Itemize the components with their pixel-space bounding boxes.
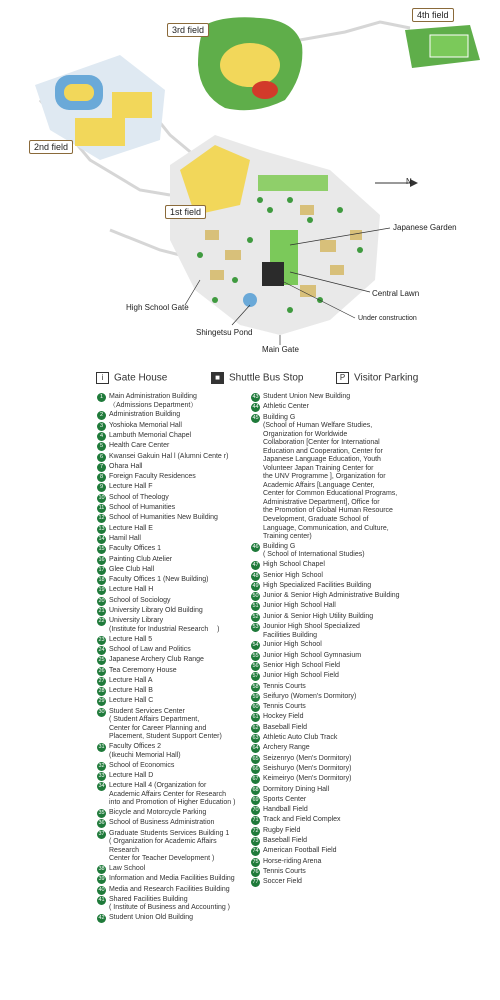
number-badge: 34 (98, 783, 105, 790)
number-badge: 60 (252, 704, 259, 711)
legend-visitor-parking: P Visitor Parking (336, 372, 418, 384)
number-badge: 11 (98, 505, 105, 512)
number-badge: 73 (252, 838, 259, 844)
list-item-label: Information and Media Facilities Building (109, 875, 235, 883)
field-label-4th: 4th field (412, 8, 454, 22)
number-badge: 3 (97, 422, 106, 431)
number-badge: 30 (98, 708, 105, 715)
number-badge: 21 (98, 608, 105, 614)
number-badge: 66 (252, 765, 259, 772)
list-item (97, 914, 247, 923)
list-item-label: Baseball Field (263, 837, 307, 844)
list-item-label: Track and Field Complex (263, 816, 341, 824)
list-item (251, 414, 431, 542)
list-item-label: Junior High School Hall (263, 602, 336, 610)
list-item-label: Student Union Old Building (109, 914, 194, 922)
list-item-label: School of Business Administration (109, 819, 215, 827)
number-badge: 61 (252, 714, 259, 721)
list-item-label: Senior High School (263, 571, 323, 579)
number-badge: 6 (97, 453, 106, 462)
list-item (97, 597, 247, 606)
number-badge: 32 (98, 762, 105, 769)
list-item (97, 772, 247, 781)
number-badge: 5 (97, 442, 106, 451)
list-item (97, 514, 247, 523)
list-item (251, 796, 431, 805)
list-item (251, 652, 431, 661)
list-item (251, 393, 431, 402)
number-badge: 45 (252, 414, 259, 421)
list-item (97, 607, 247, 616)
list-item-label: Faculty Offices 1 (109, 545, 162, 553)
list-item (97, 830, 247, 864)
list-item (97, 453, 247, 462)
number-badge: 26 (98, 667, 105, 674)
list-item-label: Foreign Faculty Residences (109, 473, 196, 481)
list-item-label: Handball Field (263, 806, 308, 814)
number-badge: 69 (252, 796, 259, 803)
list-item-label: Tennis Courts (263, 703, 306, 711)
list-item-label: Lecture Hall A (109, 676, 153, 684)
number-badge: 65 (252, 755, 259, 762)
list-item-label: Dormitory Dining Hall (263, 785, 330, 793)
list-item-label: Junior & Senior High Utility Building (263, 612, 374, 620)
list-item-label: Junior & Senior High Administrative Building (263, 592, 400, 600)
list-item-label: University Library (Institute for Industrial Research ) (109, 617, 220, 633)
list-item-label: Horse-riding Arena (263, 857, 322, 865)
list-item-label: Junior High School Gymnasium (263, 651, 362, 659)
list-item (251, 765, 431, 774)
list-item-label: School of Humanities New Building (109, 514, 218, 522)
list-item-label: Building G (School of Human Welfare Studies, Organization for Worldwide Collaboration [Center for International Education and Cooperation, Center for Japanese Language Education, Youth Volunteer Japan Training Center for the UNV Programme ], Organization for Academic Affairs [Language Center, Center for Common Educational Programs, Administrative Department], Office for the Promotion of Global Human Resource Development, Graduate School of Language, Communication, and Culture, Training center) (263, 413, 398, 541)
list-item (251, 734, 431, 743)
list-item (251, 582, 431, 591)
list-item-label: Lecture Hall 4 (Organization for Academic Affairs Center for Research into and Promotion of Higher Education ) (109, 782, 236, 807)
number-badge: 41 (98, 896, 105, 903)
number-badge: 13 (98, 525, 105, 532)
list-item-label: School of Economics (109, 761, 175, 769)
list-item (251, 806, 431, 815)
list-item-label: Lecture Hall F (109, 483, 153, 491)
callout-central-lawn: Central Lawn (372, 289, 420, 298)
list-item (97, 886, 247, 895)
list-item (251, 703, 431, 712)
list-item (251, 837, 431, 846)
third-field-area (198, 17, 302, 110)
list-item-label: Athletic Auto Club Track (263, 734, 338, 742)
parking-icon: P (336, 372, 349, 384)
number-badge: 20 (98, 597, 105, 604)
list-item-label: Jounior High Shool Specialized Facilities Building (263, 623, 360, 639)
number-badge: 36 (98, 820, 105, 827)
map-legend (96, 372, 476, 386)
list-item-label: Health Care Center (109, 442, 170, 450)
list-item-label: University Library Old Building (109, 607, 203, 614)
number-badge: 55 (252, 652, 259, 659)
number-badge: 7 (97, 463, 106, 472)
number-badge: 4 (97, 432, 106, 441)
number-badge: 38 (98, 866, 105, 873)
list-item (251, 572, 431, 581)
number-badge: 14 (98, 535, 105, 542)
list-item (251, 602, 431, 611)
list-item (97, 809, 247, 818)
number-badge: 72 (252, 827, 259, 834)
list-item-label: Faculty Offices 1 (New Building) (109, 576, 209, 584)
number-badge: 18 (98, 577, 105, 584)
list-item (97, 525, 247, 534)
legend-gate-house: i Gate House (96, 372, 167, 384)
number-badge: 52 (252, 613, 259, 620)
number-badge: 50 (252, 593, 259, 600)
legend-shuttle-bus: ■ Shuttle Bus Stop (211, 372, 304, 384)
field-label-3rd: 3rd field (167, 23, 209, 37)
list-item (251, 755, 431, 764)
number-badge: 33 (98, 772, 105, 779)
number-badge: 22 (98, 618, 105, 625)
list-item (97, 656, 247, 665)
list-item-label: Graduate Students Services Building 1 ( Organization for Academic Affairs Research Center for Teacher Development ) (109, 829, 230, 863)
fourth-field-area (405, 25, 480, 68)
list-item (251, 816, 431, 825)
list-item (97, 411, 247, 420)
list-item-label: Baseball Field (263, 723, 307, 731)
number-badge: 62 (252, 724, 259, 731)
campus-map (0, 0, 500, 360)
list-item-label: Japanese Archery Club Range (109, 656, 204, 664)
list-item (251, 868, 431, 877)
number-badge: 44 (252, 404, 259, 411)
list-item-label: Law School (109, 865, 146, 873)
list-item-label: Yoshioka Memorial Hall (109, 421, 182, 429)
callout-under-construction: Under construction (358, 315, 417, 322)
list-item (97, 617, 247, 634)
number-badge: 71 (252, 817, 259, 824)
list-item-label: Seizenryo (Men's Dormitory) (263, 754, 352, 762)
list-item-label: Shared Facilities Building ( Institute of Business and Accounting ) (109, 895, 231, 912)
number-badge: 10 (98, 494, 105, 501)
list-item (97, 708, 247, 742)
list-item-label: Lecture Hall C (109, 697, 154, 705)
building-list-left (97, 393, 247, 925)
list-item (97, 463, 247, 472)
list-item (97, 545, 247, 554)
list-item (97, 422, 247, 431)
list-item (97, 667, 247, 676)
list-item-label: Student Services Center ( Student Affairs Department, Center for Career Planning and Placement, Student Support Center) (109, 707, 222, 741)
list-item (251, 641, 431, 650)
number-badge: 48 (252, 572, 259, 579)
number-badge: 39 (98, 876, 105, 883)
number-badge: 8 (97, 473, 106, 482)
list-item-label: Building G ( School of International Studies) (263, 542, 365, 559)
list-item-label: Faculty Offices 2 (Ikeuchi Memorial Hall) (109, 743, 181, 759)
bus-icon: ■ (211, 372, 224, 384)
number-badge: 75 (252, 858, 259, 865)
number-badge: 46 (252, 543, 259, 550)
list-item (251, 878, 431, 887)
list-item-label: Soccer Field (263, 878, 302, 886)
list-item-label: Administration Building (109, 411, 181, 419)
callout-main-gate: Main Gate (262, 345, 299, 354)
list-item-label: Tennis Courts (263, 867, 306, 875)
number-badge: 1 (97, 393, 106, 402)
list-item-label: School of Law and Politics (109, 645, 191, 653)
list-item-label: Lecture Hall D (109, 771, 154, 779)
number-badge: 68 (252, 786, 259, 793)
list-item-label: Seishuryo (Men's Dormitory) (263, 764, 352, 772)
list-item (97, 677, 247, 686)
number-badge: 47 (252, 562, 259, 569)
list-item-label: Tea Ceremony House (109, 666, 177, 674)
list-item (97, 483, 247, 492)
list-item-label: Lecture Hall E (109, 524, 153, 532)
list-item (251, 775, 431, 784)
list-item (251, 786, 431, 795)
list-item (251, 623, 431, 640)
list-item (251, 613, 431, 622)
list-item-label: Ohara Hall (109, 462, 143, 470)
list-item-label: Lecture Hall B (109, 687, 153, 695)
list-item (97, 566, 247, 575)
number-badge: 16 (98, 556, 105, 563)
list-item (97, 432, 247, 441)
list-item (251, 858, 431, 867)
list-item-label: Junior High School Field (263, 672, 339, 680)
list-item-label: Sports Center (263, 795, 307, 803)
list-item (97, 896, 247, 913)
list-item (97, 762, 247, 771)
number-badge: 42 (98, 915, 105, 922)
list-item (251, 744, 431, 753)
number-badge: 56 (252, 662, 259, 669)
number-badge: 58 (252, 683, 259, 690)
number-badge: 54 (252, 642, 259, 649)
number-badge: 53 (252, 624, 259, 630)
list-item-label: Student Union New Building (263, 393, 351, 400)
list-item-label: Glee Club Hall (109, 565, 155, 573)
list-item (97, 782, 247, 808)
list-item-label: High Specialized Facilities Building (263, 581, 372, 589)
number-badge: 31 (98, 744, 105, 751)
list-item (97, 687, 247, 696)
list-item-label: Athletic Center (263, 403, 309, 411)
list-item (251, 693, 431, 702)
list-item-label: Kwansei Gakuin Hal l (Alumni Cente r) (109, 452, 229, 460)
list-item (97, 556, 247, 565)
number-badge: 9 (97, 483, 106, 492)
number-badge: 74 (252, 848, 259, 855)
list-item (97, 586, 247, 595)
number-badge: 43 (252, 394, 259, 400)
list-item-label: School of Sociology (109, 596, 171, 604)
list-item-label: Lecture Hall 5 (109, 635, 153, 643)
number-badge: 77 (252, 879, 259, 886)
number-badge: 37 (98, 830, 105, 837)
list-item-label: Bicycle and Motorcycle Parking (109, 809, 207, 816)
list-item (251, 561, 431, 570)
list-item-label: Lambuth Memorial Chapel (109, 431, 192, 439)
number-badge: 76 (252, 868, 259, 875)
list-item-label: Tennis Courts (263, 682, 306, 690)
list-item-label: Hamil Hall (109, 534, 141, 542)
field-label-2nd: 2nd field (29, 140, 73, 154)
list-item-label: Keimeiryo (Men's Dormitory) (263, 775, 352, 783)
number-badge: 63 (252, 735, 259, 742)
list-item (97, 504, 247, 513)
number-badge: 59 (252, 693, 259, 700)
number-badge: 49 (252, 582, 259, 589)
list-item (251, 662, 431, 671)
number-badge: 15 (98, 546, 105, 553)
list-item (251, 672, 431, 681)
number-badge: 51 (252, 603, 259, 610)
list-item (97, 473, 247, 482)
list-item-label: Main Administration Building （Admissions Department） (109, 393, 198, 409)
field-label-1st: 1st field (165, 205, 206, 219)
number-badge: 25 (98, 657, 105, 664)
list-item-label: Lecture Hall H (109, 586, 154, 594)
list-item (251, 847, 431, 856)
list-item (97, 636, 247, 645)
list-item-label: Rugby Field (263, 826, 301, 834)
number-badge: 23 (98, 636, 105, 643)
list-item (97, 865, 247, 874)
list-item (251, 724, 431, 733)
list-item-label: Hockey Field (263, 713, 304, 721)
list-item (97, 646, 247, 655)
list-item (251, 683, 431, 692)
callout-japanese-garden: Japanese Garden (393, 223, 457, 232)
list-item-label: School of Theology (109, 493, 169, 501)
list-item-label: Seifuryo (Women's Dormitory) (263, 692, 357, 700)
number-badge: 27 (98, 677, 105, 684)
number-badge: 19 (98, 587, 105, 594)
list-item (97, 697, 247, 706)
number-badge: 57 (252, 673, 259, 680)
number-badge: 67 (252, 776, 259, 783)
list-item-label: Archery Range (263, 744, 310, 752)
callout-high-school-gate: High School Gate (126, 303, 189, 312)
list-item (97, 535, 247, 544)
list-item (97, 393, 247, 410)
number-badge: 70 (252, 807, 259, 814)
list-item-label: Media and Research Facilities Building (109, 885, 230, 893)
list-item (251, 827, 431, 836)
list-item-label: Painting Club Atelier (109, 555, 173, 563)
number-badge: 28 (98, 688, 105, 695)
list-item (97, 875, 247, 884)
number-badge: 2 (97, 411, 106, 420)
number-badge: 64 (252, 745, 259, 752)
list-item (251, 543, 431, 560)
number-badge: 12 (98, 515, 105, 522)
list-item (251, 713, 431, 722)
north-label: N (406, 177, 412, 186)
callout-shingetsu-pond: Shingetsu Pond (196, 328, 253, 337)
list-item (97, 819, 247, 828)
list-item (97, 743, 247, 760)
number-badge: 35 (98, 810, 105, 816)
number-badge: 29 (98, 698, 105, 705)
number-badge: 17 (98, 566, 105, 573)
building-list-right (251, 393, 431, 888)
list-item-label: Junior High School (263, 641, 322, 649)
info-icon: i (96, 372, 109, 384)
number-badge: 24 (98, 646, 105, 653)
list-item-label: High School Chapel (263, 561, 325, 569)
number-badge: 40 (98, 886, 105, 893)
list-item (251, 592, 431, 601)
list-item-label: Senior High School Field (263, 661, 341, 669)
list-item (97, 442, 247, 451)
list-item (97, 576, 247, 585)
list-item (251, 403, 431, 412)
list-item-label: American Football Field (263, 847, 337, 855)
list-item (97, 494, 247, 503)
list-item-label: School of Humanities (109, 504, 176, 512)
